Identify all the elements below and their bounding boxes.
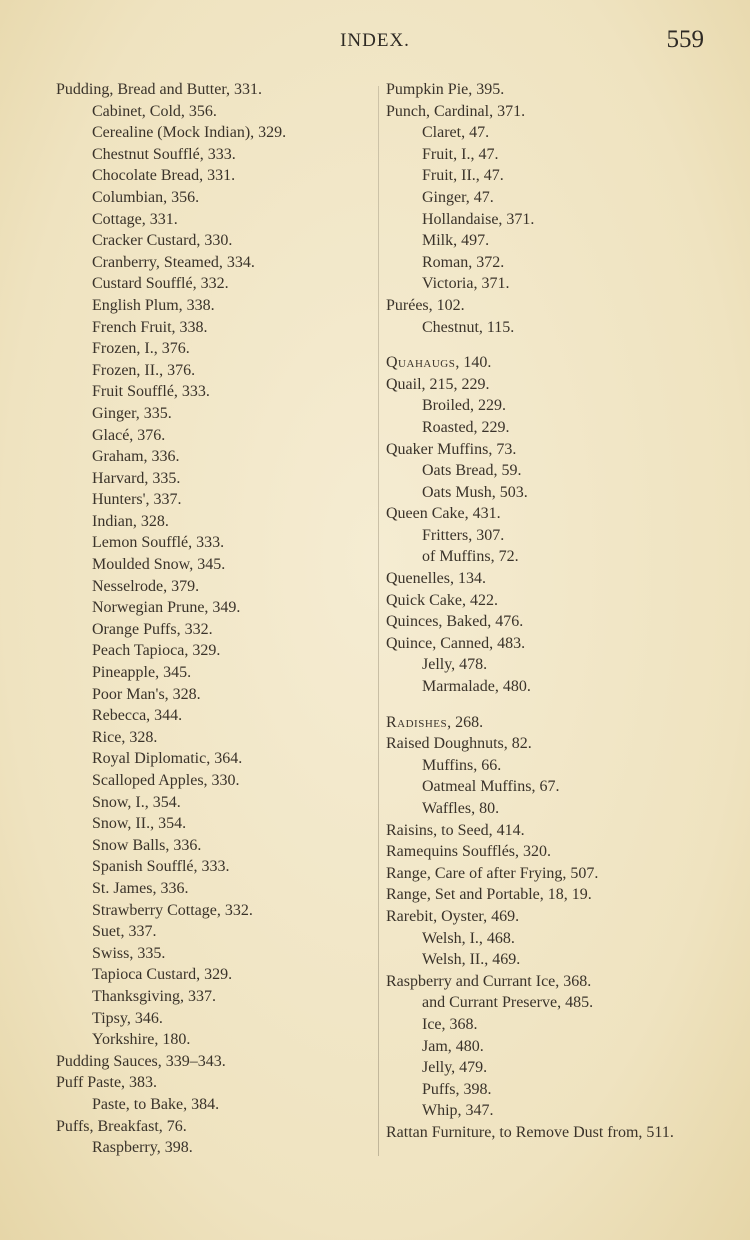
index-subentry: Ginger, 47. — [422, 188, 494, 206]
index-subentry: Norwegian Prune, 349. — [92, 599, 241, 617]
index-subentry: Cabinet, Cold, 356. — [92, 102, 217, 120]
index-subentry: Strawberry Cottage, 332. — [92, 901, 253, 919]
index-subentry: English Plum, 338. — [92, 296, 215, 314]
index-entry — [386, 352, 716, 374]
index-subentry: Lemon Soufflé, 333. — [92, 534, 225, 552]
section-gap — [386, 338, 716, 352]
index-subentry: Fritters, 307. — [422, 526, 505, 544]
index-subentry: Welsh, II., 469. — [422, 951, 521, 969]
index-subentry: Ice, 368. — [422, 1015, 478, 1033]
index-entry: Range, Care of after Frying, 507. — [386, 864, 599, 882]
index-subentry: Chestnut Soufflé, 333. — [92, 145, 236, 163]
index-subentry: Harvard, 335. — [92, 469, 181, 487]
index-subentry: Snow, II., 354. — [92, 815, 187, 833]
index-subentry: Poor Man's, 328. — [92, 685, 201, 703]
index-entry: Pudding Sauces, 339–343. — [56, 1052, 226, 1070]
index-subentry: Raspberry, 398. — [92, 1139, 193, 1157]
index-subentry: Indian, 328. — [92, 512, 169, 530]
index-entry: Quaker Muffins, 73. — [386, 440, 517, 458]
index-subentry: Broiled, 229. — [422, 397, 506, 415]
index-subentry: Cranberry, Steamed, 334. — [92, 253, 255, 271]
index-subentry: Graham, 336. — [92, 448, 180, 466]
index-subentry: Rebecca, 344. — [92, 707, 183, 725]
index-entry: Quince, Canned, 483. — [386, 634, 526, 652]
index-entry: Range, Set and Portable, 18, 19. — [386, 886, 592, 904]
index-subentry: Paste, to Bake, 384. — [92, 1095, 220, 1113]
index-subentry: Fruit, II., 47. — [422, 167, 504, 185]
index-subentry: Swiss, 335. — [92, 944, 166, 962]
index-entry: Puff Paste, 383. — [56, 1074, 158, 1092]
index-subentry: Cerealine (Mock Indian), 329. — [92, 124, 287, 142]
section-initial-word: Radishes — [386, 713, 448, 731]
index-subentry: Glacé, 376. — [92, 426, 166, 444]
index-subentry: and Currant Preserve, 485. — [422, 994, 594, 1012]
index-column-right — [386, 79, 716, 1144]
index-subentry: Whip, 347. — [422, 1102, 494, 1120]
column-divider — [378, 86, 379, 1156]
index-subentry: Chestnut, 115. — [422, 318, 515, 336]
index-subentry: Columbian, 356. — [92, 188, 200, 206]
index-subentry: Waffles, 80. — [422, 800, 500, 817]
index-subentry: Milk, 497. — [422, 232, 490, 250]
index-subentry: Suet, 337. — [92, 923, 157, 941]
index-subentry: Rice, 328. — [92, 728, 158, 746]
index-entry: Raised Doughnuts, 82. — [386, 735, 532, 753]
index-column-left — [56, 79, 376, 1159]
index-subentry: Hunters', 337. — [92, 491, 182, 509]
index-subentry: of Muffins, 72. — [422, 548, 519, 566]
index-subentry: Cottage, 331. — [92, 210, 178, 228]
index-entry — [386, 712, 716, 734]
index-subentry: Roman, 372. — [422, 253, 505, 271]
index-subentry: Custard Soufflé, 332. — [92, 275, 229, 293]
index-subentry: Oatmeal Muffins, 67. — [422, 778, 560, 796]
section-initial-word: Quahaugs — [386, 354, 456, 372]
index-entry: Rarebit, Oyster, 469. — [386, 907, 520, 925]
index-subentry: Hollandaise, 371. — [422, 210, 535, 228]
index-subentry: Fruit Soufflé, 333. — [92, 383, 210, 401]
index-subentry: Yorkshire, 180. — [92, 1031, 191, 1049]
index-subentry: Pineapple, 345. — [92, 664, 192, 682]
index-entry: Purées, 102. — [386, 296, 465, 314]
index-subentry: Scalloped Apples, 330. — [92, 772, 240, 789]
index-subentry: Puffs, 398. — [422, 1080, 492, 1098]
index-subentry: Welsh, I., 468. — [422, 929, 515, 947]
index-entry: Ramequins Soufflés, 320. — [386, 843, 552, 861]
index-subentry: Orange Puffs, 332. — [92, 620, 213, 638]
index-subentry: Snow Balls, 336. — [92, 836, 202, 854]
index-subentry: Tapioca Custard, 329. — [92, 966, 233, 984]
index-entry: Punch, Cardinal, 371. — [386, 102, 526, 120]
index-subentry: Jelly, 478. — [422, 656, 488, 674]
index-subentry: Victoria, 371. — [422, 275, 510, 293]
index-subentry: Tipsy, 346. — [92, 1009, 163, 1027]
index-subentry: Moulded Snow, 345. — [92, 556, 226, 574]
index-entry: Raisins, to Seed, 414. — [386, 821, 525, 839]
index-subentry: Spanish Soufflé, 333. — [92, 858, 230, 876]
page-number: 559 — [666, 26, 704, 53]
index-entry: Puffs, Breakfast, 76. — [56, 1117, 187, 1135]
index-entry: Quenelles, 134. — [386, 570, 486, 588]
index-entry: Quinces, Baked, 476. — [386, 613, 524, 631]
section-gap — [386, 698, 716, 712]
index-subentry: Jelly, 479. — [422, 1059, 488, 1077]
index-subentry: Oats Bread, 59. — [422, 462, 522, 480]
index-entry: Raspberry and Currant Ice, 368. — [386, 972, 592, 990]
entry-page-ref: , 140. — [455, 354, 492, 372]
index-subentry: Marmalade, 480. — [422, 678, 531, 696]
index-entry: Quick Cake, 422. — [386, 591, 498, 609]
index-subentry: Cracker Custard, 330. — [92, 232, 233, 250]
index-entry: Quail, 215, 229. — [386, 375, 490, 393]
index-subentry: Muffins, 66. — [422, 756, 502, 774]
index-subentry: Ginger, 335. — [92, 404, 172, 422]
index-subentry: Fruit, I., 47. — [422, 145, 499, 163]
index-subentry: Nesselrode, 379. — [92, 577, 200, 595]
index-subentry: Peach Tapioca, 329. — [92, 642, 221, 660]
index-subentry: Frozen, I., 376. — [92, 340, 190, 358]
index-subentry: Chocolate Bread, 331. — [92, 167, 236, 185]
index-subentry: Roasted, 229. — [422, 418, 510, 436]
index-entry: Pumpkin Pie, 395. — [386, 81, 505, 98]
index-subentry: Claret, 47. — [422, 124, 490, 142]
index-entry: Pudding, Bread and Butter, 331. — [56, 81, 262, 98]
index-subentry: Royal Diplomatic, 364. — [92, 750, 243, 768]
index-subentry: St. James, 336. — [92, 879, 189, 897]
index-subentry: Snow, I., 354. — [92, 793, 181, 811]
index-subentry: Thanksgiving, 337. — [92, 987, 216, 1005]
index-entry: Rattan Furniture, to Remove Dust from, 511. — [386, 1123, 674, 1141]
index-subentry: Oats Mush, 503. — [422, 483, 528, 501]
running-header-title: INDEX. — [340, 30, 410, 51]
index-subentry: Frozen, II., 376. — [92, 361, 196, 379]
index-subentry: Jam, 480. — [422, 1037, 484, 1055]
entry-page-ref: , 268. — [447, 713, 484, 731]
index-entry: Queen Cake, 431. — [386, 505, 501, 523]
index-subentry: French Fruit, 338. — [92, 318, 208, 336]
